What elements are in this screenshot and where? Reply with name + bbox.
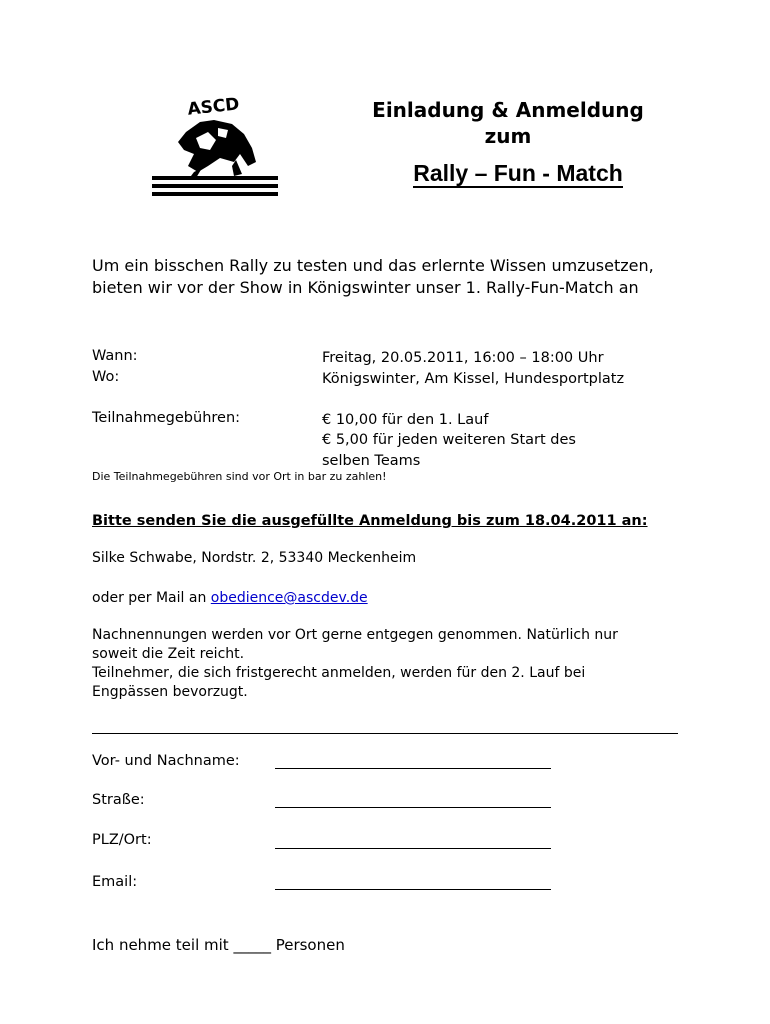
border-collie-dog-icon <box>148 88 280 200</box>
late-registration-2: soweit die Zeit reicht. <box>92 646 245 662</box>
late-registration-3: Teilnehmer, die sich fristgerecht anmelden, werden für den 2. Lauf bei <box>92 665 586 681</box>
header-line1: Einladung & Anmeldung <box>372 98 644 122</box>
wo-value: Königswinter, Am Kissel, Hundesportplatz <box>322 371 625 387</box>
mail-link[interactable]: obedience@ascdev.de <box>210 590 368 606</box>
wann-label: Wann: <box>92 348 138 364</box>
fee-value-1: € 10,00 für den 1. Lauf <box>322 412 489 428</box>
wo-label: Wo: <box>92 369 120 385</box>
city-label: PLZ/Ort: <box>92 832 152 848</box>
wann-value: Freitag, 20.05.2011, 16:00 – 18:00 Uhr <box>322 350 604 366</box>
header-line2: zum <box>484 124 532 148</box>
intro-paragraph: Um ein bisschen Rally zu testen und das erlernte Wissen umzusetzen, bieten wir vor der Show in Königswinter unser 1. Rally-Fun-Match an <box>92 256 654 297</box>
email-label: Email: <box>92 874 138 890</box>
section-divider <box>92 733 678 734</box>
page-title-text: Rally – Fun - Match <box>413 160 623 186</box>
late-registration-4: Engpässen bevorzugt. <box>92 684 248 700</box>
email-field[interactable] <box>275 889 551 890</box>
ascd-logo <box>148 88 280 200</box>
mail-prefix: oder per Mail an <box>92 590 211 606</box>
street-label: Straße: <box>92 792 145 808</box>
mail-line <box>92 589 692 608</box>
logo-text: ASCD <box>186 94 241 120</box>
name-label: Vor- und Nachname: <box>92 753 240 769</box>
fee-note: Die Teilnahmegebühren sind vor Ort in bar zu zahlen! <box>92 470 387 483</box>
street-field[interactable] <box>275 807 551 808</box>
registration-address: Silke Schwabe, Nordstr. 2, 53340 Meckenheim <box>92 550 417 566</box>
fee-value-2: € 5,00 für jeden weiteren Start des <box>322 432 576 448</box>
persons-line: Ich nehme teil mit _____ Personen <box>92 936 345 954</box>
city-field[interactable] <box>275 848 551 849</box>
fee-label: Teilnahmegebühren: <box>92 410 241 426</box>
registration-heading: Bitte senden Sie die ausgefüllte Anmeldung bis zum 18.04.2011 an: <box>92 513 648 529</box>
name-field[interactable] <box>275 768 551 769</box>
fee-value-3: selben Teams <box>322 453 421 469</box>
late-registration-1: Nachnennungen werden vor Ort gerne entgegen genommen. Natürlich nur <box>92 627 618 643</box>
page-title <box>340 160 696 187</box>
